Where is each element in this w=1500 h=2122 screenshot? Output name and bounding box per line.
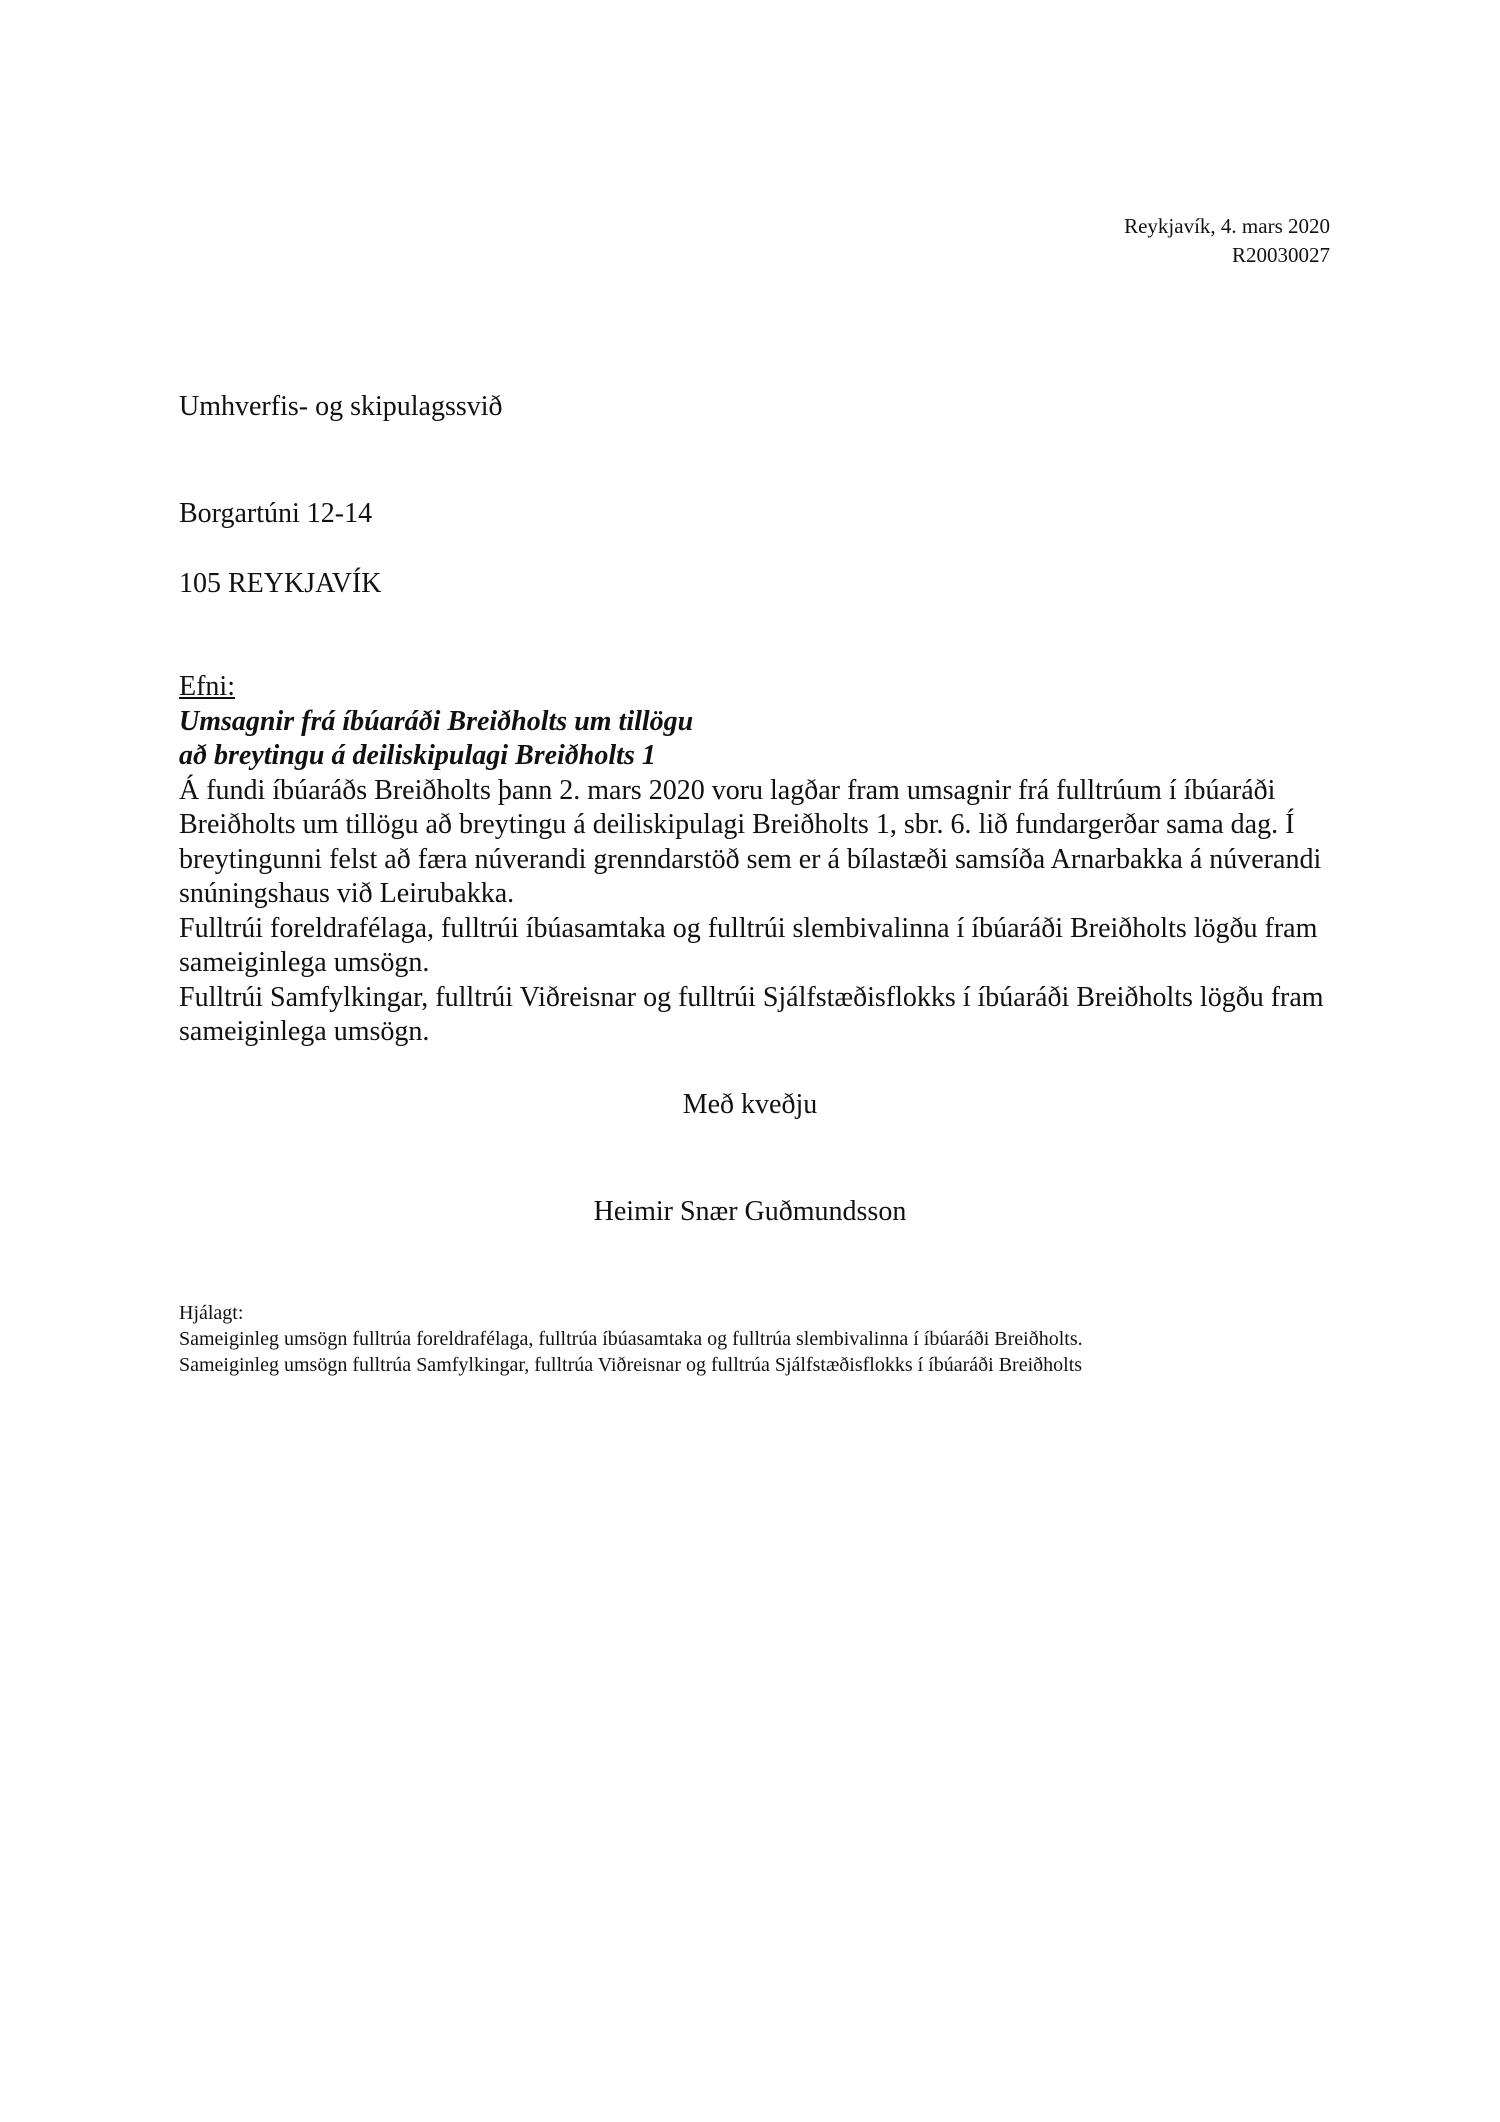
recipient-street: Borgartúni 12-14 <box>179 498 373 529</box>
subject-label: Efni: <box>179 671 235 702</box>
attachments-list <box>179 1300 1379 1378</box>
closing-greeting: Með kveðju <box>682 1089 818 1120</box>
subject-title-line-1: Umsagnir frá íbúaráði Breiðholts um tillögu <box>179 705 694 737</box>
body-paragraph-3: Fulltrúi Samfylkingar, fulltrúi Viðreisnar og fulltrúi Sjálfstæðisflokks í íbúaráði Breiðholts lögðu fram sameiginlega umsögn. <box>179 981 1324 1047</box>
attachments-label: Hjálagt: <box>179 1302 244 1324</box>
place-date: Reykjavík, 4. mars 2020 <box>1124 214 1330 238</box>
subject-title-line-2: að breytingu á deiliskipulagi Breiðholts 1 <box>179 740 656 771</box>
body-paragraph-2: Fulltrúi foreldrafélaga, fulltrúi íbúasamtaka og fulltrúi slembivalinna í íbúaráði Breiðholts lögðu fram sameiginlega umsögn. <box>179 912 1318 978</box>
attachment-item: Sameiginleg umsögn fulltrúa foreldrafélaga, fulltrúa íbúasamtaka og fulltrúa slembivalinna í íbúaráði Breiðholts. <box>179 1328 1083 1350</box>
body-paragraph-1: Á fundi íbúaráðs Breiðholts þann 2. mars 2020 voru lagðar fram umsagnir frá fulltrúum í íbúaráði Breiðholts um tillögu að breytingu á deiliskipulagi Breiðholts 1, sbr. 6. lið fundargerðar sama dag. Í breytingunni felst að færa núverandi grenndarstöð sem er á bílastæði samsíða Arnarbakka á núverandi snúningshaus við Leirubakka. <box>179 774 1322 909</box>
recipient-department: Umhverfis- og skipulagssvið <box>179 391 503 422</box>
reference-number: R20030027 <box>1231 243 1330 267</box>
attachment-item: Sameiginleg umsögn fulltrúa Samfylkingar, fulltrúa Viðreisnar og fulltrúa Sjálfstæðisflokks í íbúaráði Breiðholts <box>179 1354 1083 1376</box>
signatory-name: Heimir Snær Guðmundsson <box>593 1196 907 1227</box>
letter-header <box>1124 212 1330 270</box>
letter-content <box>179 670 1349 1050</box>
recipient-city: 105 REYKJAVÍK <box>179 568 382 599</box>
